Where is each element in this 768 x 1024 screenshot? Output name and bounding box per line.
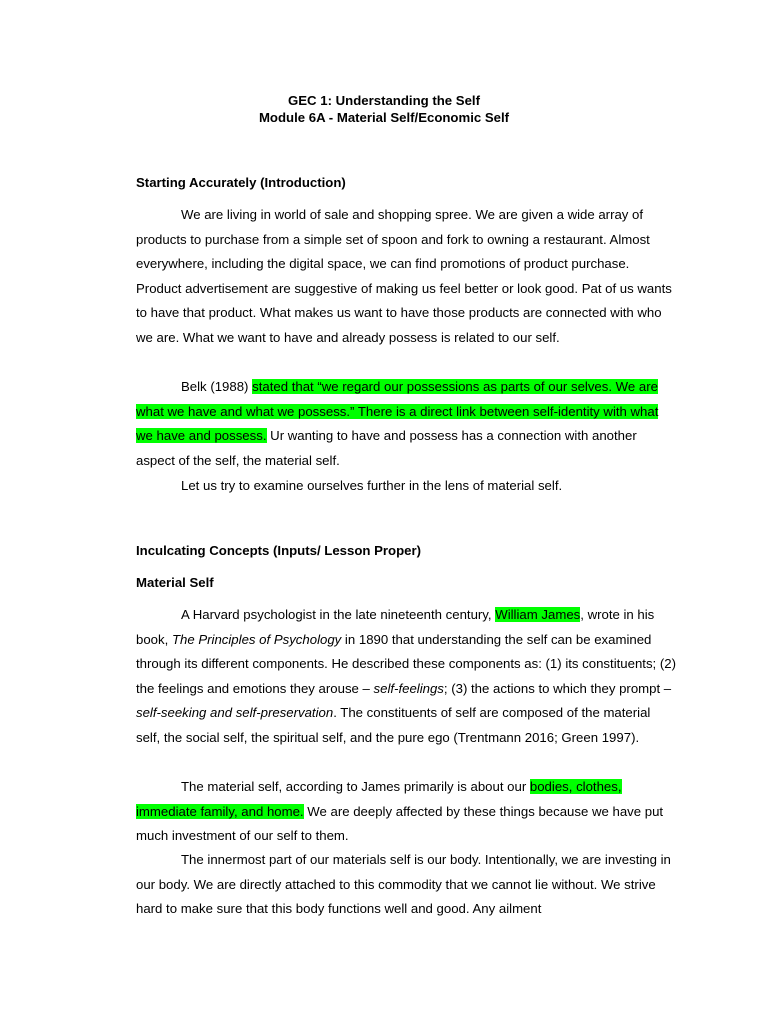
james-intro: A Harvard psychologist in the late nineteenth century, [181, 607, 496, 622]
intro-heading: Starting Accurately (Introduction) [136, 175, 346, 190]
concepts-paragraph-3: The innermost part of our materials self is our body. Intentionally, we are investing in our body. We are directly attached to this commodity that we cannot lie without. We strive hard to make sure that this body functions well and good. Any ailment [136, 852, 671, 917]
intro-paragraph-3: Let us try to examine ourselves further in the lens of material self. [181, 478, 563, 493]
module-title: Module 6A - Material Self/Economic Self [258, 110, 510, 125]
course-title: GEC 1: Understanding the Self [288, 93, 480, 108]
intro-paragraph-2-tail: Ur wanting to have and possess has a connection with another aspect of the self, the material self. [136, 428, 637, 468]
material-self-subheading: Material Self [136, 575, 214, 590]
components-text: in 1890 that understanding the self can be examined through its different components. He described these components as: (1) its constituents; (2) the feelings and emotions they arouse – [136, 631, 676, 696]
concepts-heading: Inculcating Concepts (Inputs/ Lesson Proper) [136, 543, 422, 558]
wrote-in-text: , wrote in his book, [136, 607, 655, 647]
actions-text: ; (3) the actions to which they prompt – [443, 680, 672, 696]
book-title: The Principles of Psychology [171, 631, 342, 647]
highlight-bodies-clothes: bodies, clothes, immediate family, and home. [136, 779, 622, 819]
concepts-paragraph-2 [136, 775, 676, 849]
term-self-feelings: self-feelings [373, 680, 444, 696]
highlighted-quote: stated that “we regard our possessions as parts of our selves. We are what we have and what we possess.” There is a direct link between self-identity with what we have and possess. [136, 379, 659, 444]
material-self-intro: The material self, according to James primarily is about our [181, 779, 530, 794]
concepts-paragraph-1 [136, 603, 676, 751]
term-self-seeking: self-seeking and self-preservation [136, 705, 334, 721]
constituents-text: . The constituents of self are composed of the material self, the social self, the spiritual self, and the pure ego (Trentmann 2016; Green 1997). [136, 705, 651, 745]
intro-paragraph-2 [136, 375, 676, 473]
intro-paragraph-1: We are living in world of sale and shopping spree. We are given a wide array of products to purchase from a simple set of spoon and fork to owning a restaurant. Almost everywhere, including the digital space, we can find promotions of product purchase. Product advertisement are suggestive of making us feel better or look good. Pat of us wants to have that product. What makes us want to have those products are connected with who we are. What we want to have and already possess is related to our self. [136, 207, 672, 345]
highlight-william-james: William James [495, 607, 581, 622]
belk-citation: Belk (1988) [181, 379, 253, 394]
material-self-tail: We are deeply affected by these things because we have put much investment of our self to them. [136, 803, 664, 844]
